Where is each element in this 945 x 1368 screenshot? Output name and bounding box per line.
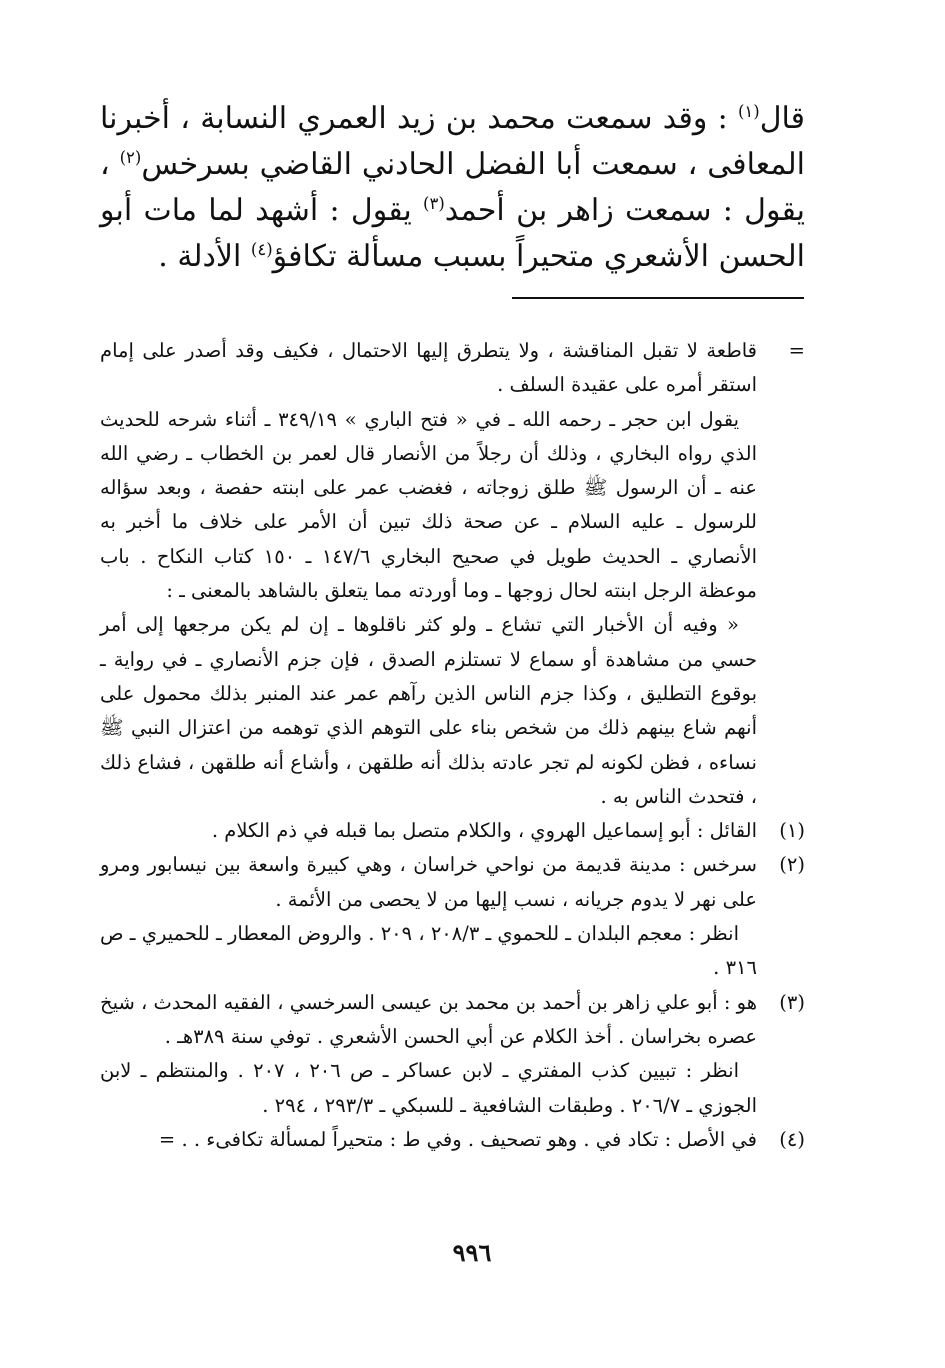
footnote-paragraph: القائل : أبو إسماعيل الهروي ، والكلام متصل بما قبله في ذم الكلام .: [211, 819, 757, 843]
footnote-body: [100, 1123, 757, 1157]
footnote-body: [100, 986, 757, 1123]
footnote-paragraph: في الأصل : تكاد في . وهو تصحيف . وفي ط : متحيراً لمسألة تكافىء . . =: [158, 1127, 757, 1151]
footnote-marker: (٤): [779, 1127, 805, 1151]
footnote-body: [100, 848, 757, 985]
footnote-separator: [512, 297, 804, 299]
footnote-marker: (٢): [779, 853, 805, 877]
footnote-3: [100, 986, 805, 1123]
footnote-continued-body: [100, 334, 757, 814]
footnote-2: [100, 848, 805, 985]
page-number: ٩٩٦: [452, 1238, 492, 1267]
footnote-4: [100, 1123, 805, 1157]
footnote-body: [100, 814, 757, 848]
footnotes-block: [100, 334, 805, 1157]
footnote-paragraph: يقول ابن حجر ـ رحمه الله ـ في « فتح الباري » ٣٤٩/١٩ ـ أثناء شرحه للحديث الذي رواه البخاري ، وذلك أن رجلاً من الأنصار قال لعمر بن الخطاب ـ رضي الله عنه ـ أن الرسول ﷺ طلق زوجاته ، فغضب عمر على ابنته حفصة ، وبعد سؤاله للرسول ـ عليه السلام ـ عن صحة ذلك تبين أن الأمر على خلاف ما أخبر به الأنصاري ـ الحديث طويل في صحيح البخاري ١٤٧/٦ ـ ١٥٠ كتاب النكاح . باب موعظة الرجل ابنته لحال زوجها ـ وما أوردته مما يتعلق بالشاهد بالمعنى ـ :: [100, 407, 757, 603]
footnote-reference-paragraph: انظر : تبيين كذب المفتري ـ لابن عساكر ـ ص ٢٠٦ ، ٢٠٧ . والمنتظم ـ لابن الجوزي ـ ٢٠٦/٧ . وطبقات الشافعية ـ للسبكي ـ ٢٩٣/٣ ، ٢٩٤ .: [100, 1059, 757, 1117]
footnote-continued-marker: =: [788, 339, 805, 362]
footnote-continued: [100, 334, 805, 814]
footnote-paragraph: قاطعة لا تقبل المناقشة ، ولا يتطرق إليها الاحتمال ، فكيف وقد أصدر على إمام استقر أمره على عقيدة السلف .: [100, 339, 757, 397]
footnote-paragraph: سرخس : مدينة قديمة من نواحي خراسان ، وهي كبيرة واسعة بين نيسابور ومرو على نهر لا يدوم جريانه ، نسب إليها من لا يحصى من الأئمة .: [100, 853, 757, 911]
footnote-1: [100, 814, 805, 848]
main-text-block: [100, 96, 805, 280]
main-paragraph: قال$^{(١)}$ : وقد سمعت محمد بن زيد العمري النسابة ، أخبرنا المعافى ، سمعت أبا الفضل الحادني القاضي بسرخس$^{(٢)}$ ، يقول : سمعت زاهر بن أحمد$^{(٣)}$ يقول : أشهد لما مات أبو الحسن الأشعري متحيراً بسبب مسألة تكافؤ$^{(٤)}$ الأدلة .: [100, 101, 806, 274]
footnote-reference-paragraph: انظر : معجم البلدان ـ للحموي ـ ٢٠٨/٣ ، ٢٠٩ . والروض المعطار ـ للحميري ـ ص ٣١٦ .: [100, 922, 757, 980]
footnote-paragraph: هو : أبو علي زاهر بن أحمد بن محمد بن عيسى السرخسي ، الفقيه المحدث ، شيخ عصره بخراسان . أخذ الكلام عن أبي الحسن الأشعري . توفي سنة ٣٨٩هـ .: [100, 990, 757, 1048]
footnote-marker: (١): [779, 819, 805, 843]
footnote-quote-paragraph: « وفيه أن الأخبار التي تشاع ـ ولو كثر ناقلوها ـ إن لم يكن مرجعها إلى أمر حسي من مشاهدة أو سماع لا تستلزم الصدق ، فإن جزم الأنصاري ـ في رواية ـ بوقوع التطليق ، وكذا جزم الناس الذين رآهم عمر عند المنبر بذلك محمول على أنهم شاع بينهم ذلك من شخص بناء على التوهم الذي توهمه من اعتزال النبي ﷺ نساءه ، فظن لكونه لم تجر عادته بذلك أنه طلقهن ، وأشاع أنه طلقهن ، فشاع ذلك ، فتحدث الناس به .: [100, 613, 757, 808]
footnote-marker: (٣): [779, 990, 805, 1014]
